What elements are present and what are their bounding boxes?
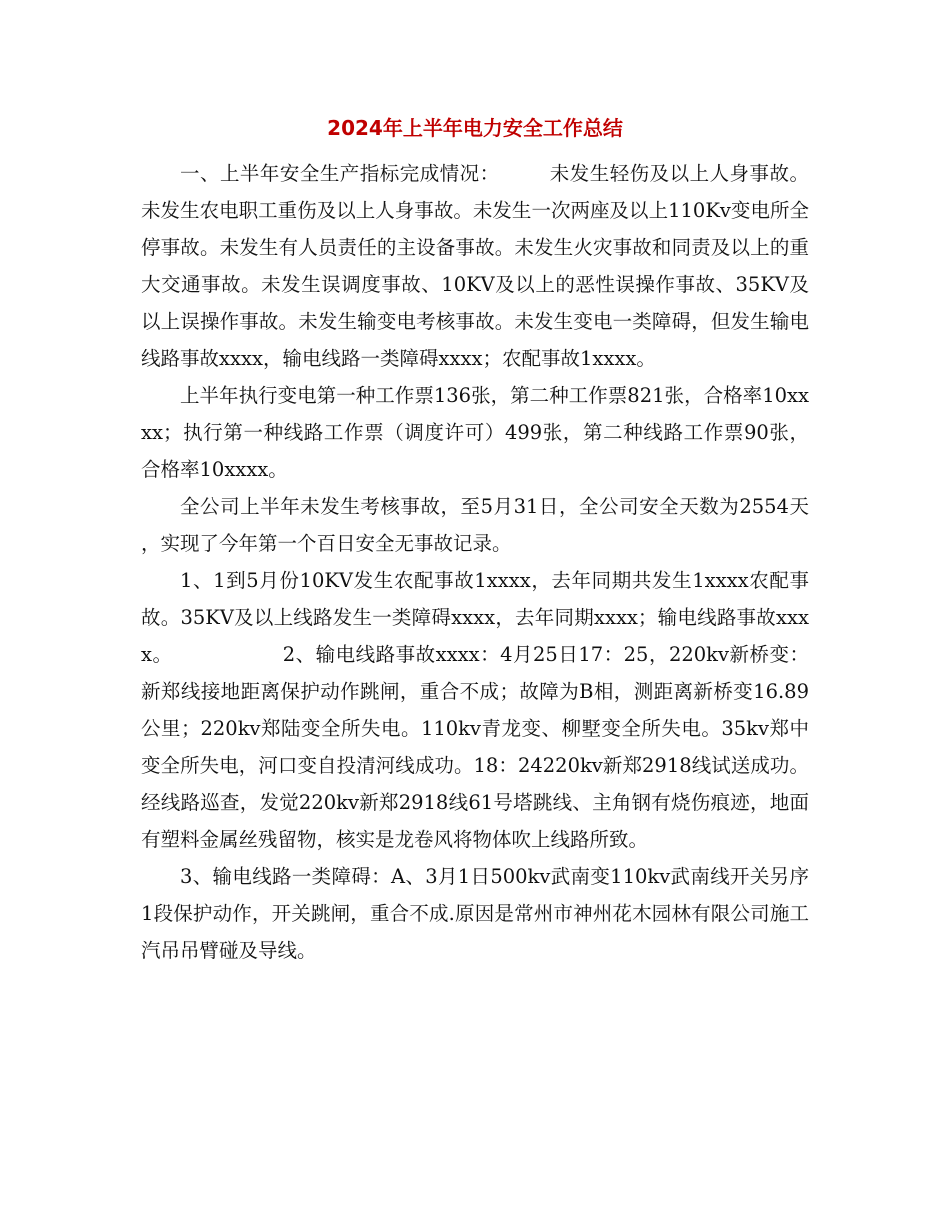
paragraph-safety-indicators: 一、上半年安全生产指标完成情况： 未发生轻伤及以上人身事故。未发生农电职工重伤及以上人身事故。未发生一次两座及以上110Kv变电所全停事故。未发生有人员责任的主设备事故。未发生火灾事故和同责及以上的重大交通事故。未发生误调度事故、10KV及以上的恶性误操作事故、35KV及以上误操作事故。未发生输变电考核事故。未发生变电一类障碍，但发生输电线路事故xxxx，输电线路一类障碍xxxx；农配事故1xxxx。: [141, 162, 809, 370]
paragraph-accident-details: 1、1到5月份10KV发生农配事故1xxxx，去年同期共发生1xxxx农配事故。35KV及以上线路发生一类障碍xxxx，去年同期xxxx；输电线路事故xxxx。 2、输电线路事故xxxx：4月25日17：25，220kv新桥变：新郑线接地距离保护动作跳闸，重合不成；故障为B相，测距离新桥变16.89公里；220kv郑陆变全所失电。110kv青龙变、柳墅变全所失电。35kv郑中变全所失电，河口变自投清河线成功。18：24220kv新郑2918线试送成功。经线路巡查，发觉220kv新郑2918线61号塔跳线、主角钢有烧伤痕迹，地面有塑料金属丝残留物，核实是龙卷风将物体吹上线路所致。: [141, 569, 809, 851]
paragraph-work-tickets: 上半年执行变电第一种工作票136张，第二种工作票821张，合格率10xxxx；执行第一种线路工作票（调度许可）499张，第二种线路工作票90张，合格率10xxxx。: [141, 384, 809, 481]
paragraph-line-fault: 3、输电线路一类障碍：A、3月1日500kv武南变110kv武南线开关另序1段保护动作，开关跳闸，重合不成.原因是常州市神州花木园林有限公司施工汽吊吊臂碰及导线。: [141, 865, 809, 962]
document-body: [141, 155, 809, 969]
document-title: 2024年上半年电力安全工作总结: [327, 116, 623, 140]
paragraph-safety-days: 全公司上半年未发生考核事故，至5月31日，全公司安全天数为2554天，实现了今年第一个百日安全无事故记录。: [141, 495, 809, 555]
